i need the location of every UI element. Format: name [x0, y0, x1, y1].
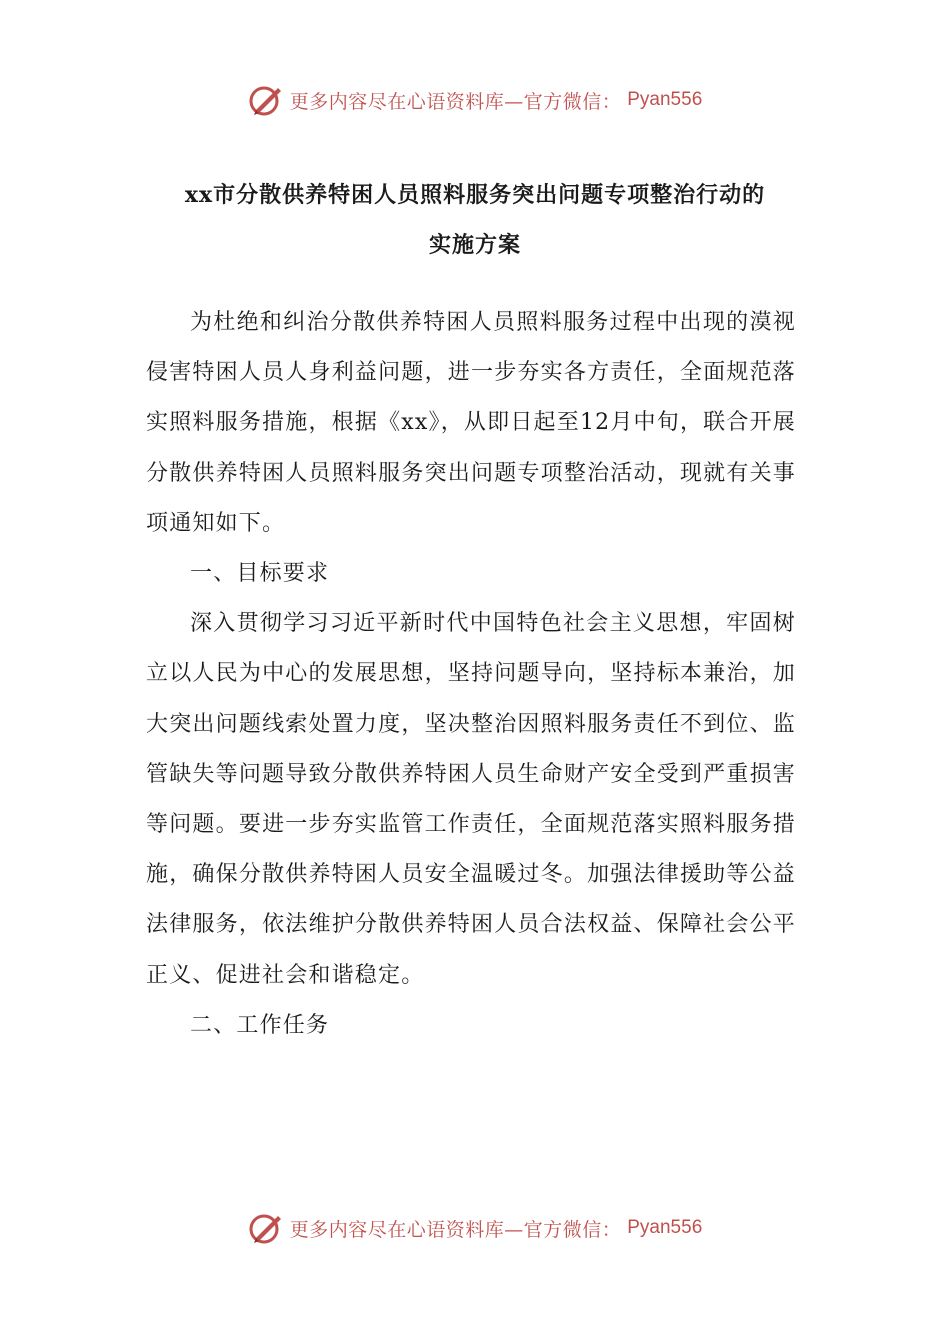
banner-wechat-id: Pyan556 [627, 1217, 703, 1238]
title-line-1: xx市分散供养特困人员照料服务突出问题专项整治行动的 [184, 182, 766, 208]
document-title [0, 170, 950, 270]
section-heading-1: 一、目标要求 [190, 561, 330, 587]
title-line-2: 实施方案 [428, 232, 521, 258]
banner-text: 更多内容尽在心语资料库—官方微信： [289, 1218, 622, 1241]
header-banner [0, 82, 950, 118]
banner-wechat-id: Pyan556 [627, 89, 703, 110]
pen-circle-icon [248, 82, 284, 118]
goals-paragraph: 深入贯彻学习习近平新时代中国特色社会主义思想，牢固树立以人民为中心的发展思想，坚持问题导向，坚持标本兼治，加大突出问题线索处置力度，坚决整治因照料服务责任不到位、监管缺失等问题导致分散供养特困人员生命财产安全受到严重损害等问题。要进一步夯实监管工作责任，全面规范落实照料服务措施，确保分散供养特困人员安全温暖过冬。加强法律援助等公益法律服务，依法维护分散供养特困人员合法权益、保障社会公平正义、促进社会和谐稳定。 [146, 611, 796, 988]
pen-circle-icon [248, 1210, 284, 1246]
banner-text: 更多内容尽在心语资料库—官方微信： [289, 90, 622, 113]
section-heading-2: 二、工作任务 [190, 1012, 330, 1038]
footer-banner [0, 1210, 950, 1246]
intro-paragraph: 为杜绝和纠治分散供养特困人员照料服务过程中出现的漠视侵害特困人员人身利益问题，进一步夯实各方责任，全面规范落实照料服务措施，根据《xx》，从即日起至12月中旬，联合开展分散供养特困人员照料服务突出问题专项整治活动，现就有关事项通知如下。 [146, 310, 796, 536]
document-body [146, 298, 796, 1051]
